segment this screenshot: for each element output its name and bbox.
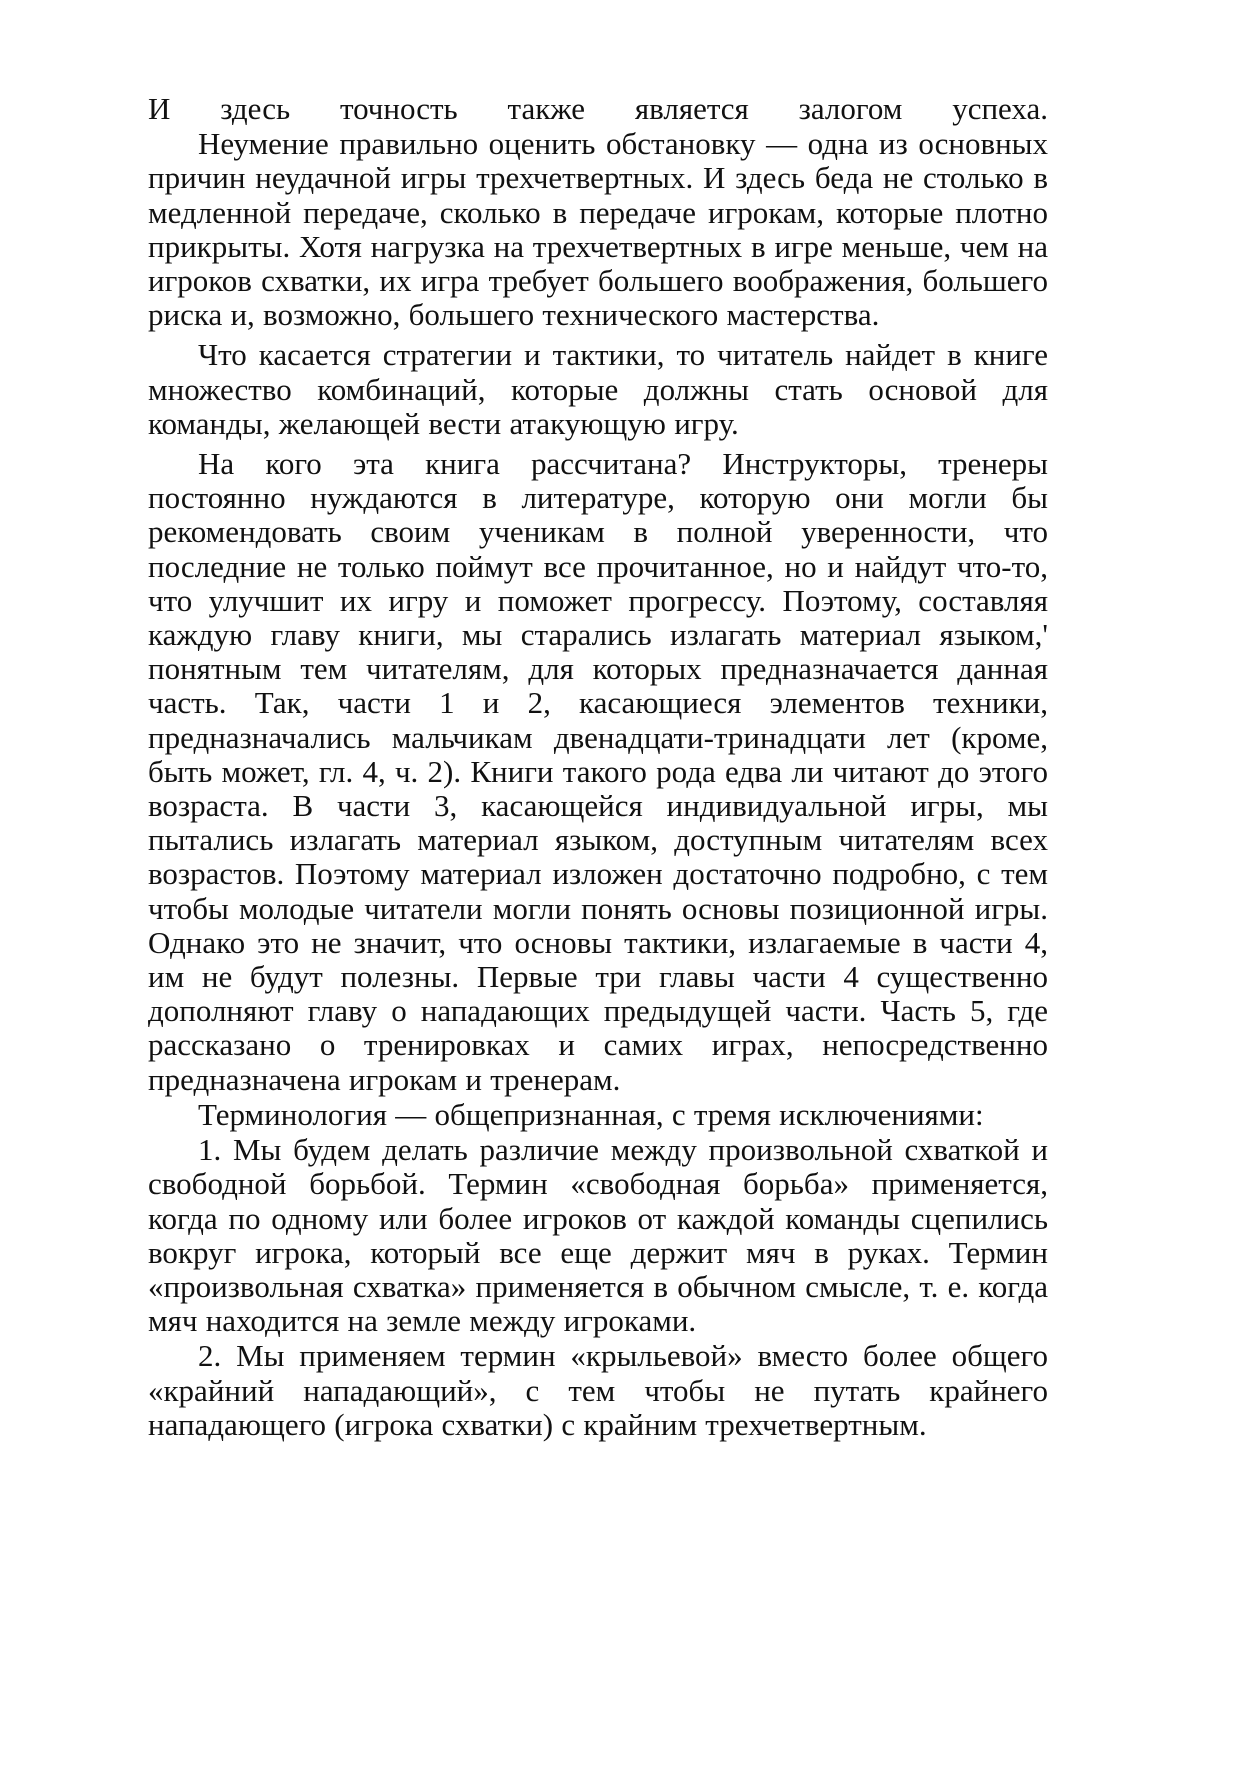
paragraph-7: 2. Мы применяем термин «крыльевой» вместо более общего «крайний нападающий», с тем чтобы не путать крайнего нападающего (игрока схватки) с крайним трехчетвертным. [148, 1338, 1048, 1442]
paragraph-1: И здесь точность также является залогом успеха. [148, 91, 1048, 126]
paragraph-5: Терминология — общепризнанная, с тремя исключениями: [198, 1096, 984, 1132]
paragraph-6: 1. Мы будем делать различие между произвольной схваткой и свободной борьбой. Термин «свободная борьба» применяется, когда по одному или более игроков от каждой команды сцепились вокруг игрока, который все еще держит мяч в руках. Термин «произвольная схватка» применяется в обычном смысле, т. е. когда мяч находится на земле между игроками. [148, 1132, 1048, 1339]
paragraph-2: Неумение правильно оценить обстановку — одна из основных причин неудачной игры трехчетвертных. И здесь беда не столько в медленной передаче, сколько в передаче игрокам, которые плотно прикрыты. Хотя нагрузка на трехчетвертных в игре меньше, чем на игроков схватки, их игра требует большего воображения, большего риска и, возможно, большего технического мастерства. [148, 126, 1048, 333]
document-page [148, 92, 1048, 1443]
paragraph-3: Что касается стратегии и тактики, то читатель найдет в книге множество комбинаций, которые должны стать основой для команды, желающей вести атакующую игру. [148, 337, 1048, 441]
paragraph-4: На кого эта книга рассчитана? Инструкторы, тренеры постоянно нуждаются в литературе, которую они могли бы рекомендовать своим ученикам в полной уверенности, что последние не только поймут все прочитанное, но и найдут что-то, что улучшит их игру и поможет прогрессу. Поэтому, составляя каждую главу книги, мы старались излагать материал языком,' понятным тем читателям, для которых предназначается данная часть. Так, части 1 и 2, касающиеся элементов техники, предназначались мальчикам двенадцати-тринадцати лет (кроме, быть может, гл. 4, ч. 2). Книги такого рода едва ли читают до этого возраста. В части 3, касающейся индивидуальной игры, мы пытались излагать материал языком, доступным читателям всех возрастов. Поэтому материал изложен достаточно подробно, с тем чтобы молодые читатели могли понять основы позиционной игры. Однако это не значит, что основы тактики, излагаемые в части 4, им не будут полезны. Первые три главы части 4 существенно дополняют главу о нападающих предыдущей части. Часть 5, где рассказано о тренировках и самих играх, непосредственно предназначена игрокам и тренерам. [148, 446, 1048, 1097]
